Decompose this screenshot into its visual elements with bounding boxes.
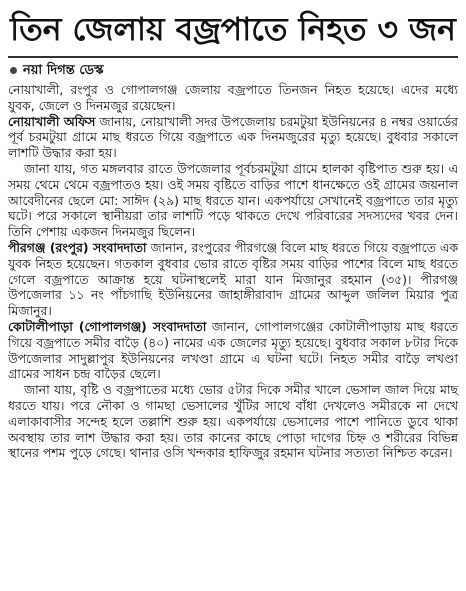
paragraph [8, 82, 458, 114]
paragraph-text: জানান, গোপালগঞ্জের কোটালীপাড়ায় মাছ ধরতে গিয়ে বজ্রপাতে সমীর বাড়ৈ (৪০) নামের এক জেলের মৃত্যু হয়েছে। বুধবার সকাল ৮টার দিকে উপজেলার সাদুল্লাপুর ইউনিয়নের লখণ্ডা গ্রামে এ ঘটনা ঘটে। নিহত সমীর বাড়ৈ লখণ্ডা গ্রামের সাধন চন্দ্র বাড়ৈর ছেলে। [8, 318, 458, 382]
paragraph-text: জানা যায়, বৃষ্টি ও বজ্রপাতের মধ্যে ভোর ৫টার দিকে সমীর খালে ভেসাল জাল দিয়ে মাছ ধরতে যায়। পরে নৌকা ও গামছা ভেসালের খুঁটির সাথে বাঁধা দেখলেও সমীরকে না দেখে এলাকাবাসীর সন্দেহ হলে তল্লাশি শুরু হয়। একপর্যায়ে ভেসালের পাশে পানিতে ডুবে থাকা অবস্থায় তার লাশ উদ্ধার করা হয়। তার কানের কাছে পোড়া দাগের চিহ্ন ও শরীরের বিভিন্ন স্থানের পশম পুড়ে গেছে। থানার ওসি খন্দকার হাফিজুর রহমান ঘটনার সত্যতা নিশ্চিত করেন। [8, 382, 458, 461]
paragraph [8, 161, 458, 240]
bullet-icon [10, 67, 17, 74]
headline-divider [8, 56, 458, 58]
paragraph [8, 114, 458, 161]
paragraph-text: জানান, রংপুরের পীরগঞ্জে বিলে মাছ ধরতে গিয়ে বজ্রপাতে এক যুবক নিহত হয়েছেন। গতকাল বুধবার ভোর রাতে বৃষ্টির সময় বাড়ির পাশের বিলে মাছ ধরতে গেলে বজ্রপাতে আক্রান্ত হয়ে ঘটনাস্থলেই মারা যান মিজানুর রহমান (৩৫)। পীরগঞ্জ উপজেলার ১১ নং পাঁচগাছি ইউনিয়নের জাহাঙ্গীরাবাদ গ্রামের আব্দুল জলিল মিয়ার পুত্র মিজানুর। [8, 239, 458, 319]
byline-text: নয়া দিগন্ত ডেস্ক [23, 63, 104, 78]
paragraph-lead: নোয়াখালী অফিস [8, 113, 96, 129]
headline: তিন জেলায় বজ্রপাতে নিহত ৩ জন [10, 12, 456, 48]
byline [8, 62, 458, 80]
paragraph-lead: কোটালীপাড়া (গোপালগঞ্জ) সংবাদদাতা [8, 318, 207, 334]
paragraph-text: নোয়াখালী, রংপুর ও গোপালগঞ্জ জেলায় বজ্রপাতে তিনজন নিহত হয়েছে। এদের মধ্যে যুবক, জেলে ও দিনমজুর রয়েছেন। [8, 82, 458, 113]
paragraph-lead: পীরগঞ্জ (রংপুর) সংবাদদাতা [8, 239, 147, 255]
paragraph-text: জানায়, নোয়াখালী সদর উপজেলায় চরমটুয়া ইউনিয়নের ৪ নম্বর ওয়ার্ডের পূর্ব চরমটুয়া গ্রামে মাছ ধরতে গিয়ে বজ্রপাতে এক দিনমজুরের মৃত্যু হয়েছে। বুধবার সকালে লাশটি উদ্ধার করা হয়। [8, 113, 459, 161]
paragraph [8, 382, 458, 461]
paragraph [8, 319, 458, 382]
article-body [8, 82, 458, 461]
paragraph-text: জানা যায়, গত মঙ্গলবার রাতে উপজেলার পূর্বচরমটুয়া গ্রামে হালকা বৃষ্টিপাত শুরু হয়। এ সময় থেমে থেমে বজ্রপাতও হয়। ওই সময় বৃষ্টিতে বাড়ির পাশে ধানক্ষেতে ওই গ্রামের জয়নাল আবেদীনের ছেলে মো: সাঈদ (২৯) মাছ ধরতে যান। একপর্যায়ে সেখানেই বজ্রপাতে তার মৃত্যু ঘটে। পরে সকালে স্থানীয়রা তার লাশটি পড়ে থাকতে দেখে পরিবারের সদস্যদের খবর দেন। তিনি পেশায় একজন দিনমজুর ছিলেন। [8, 160, 458, 240]
paragraph [8, 240, 458, 319]
